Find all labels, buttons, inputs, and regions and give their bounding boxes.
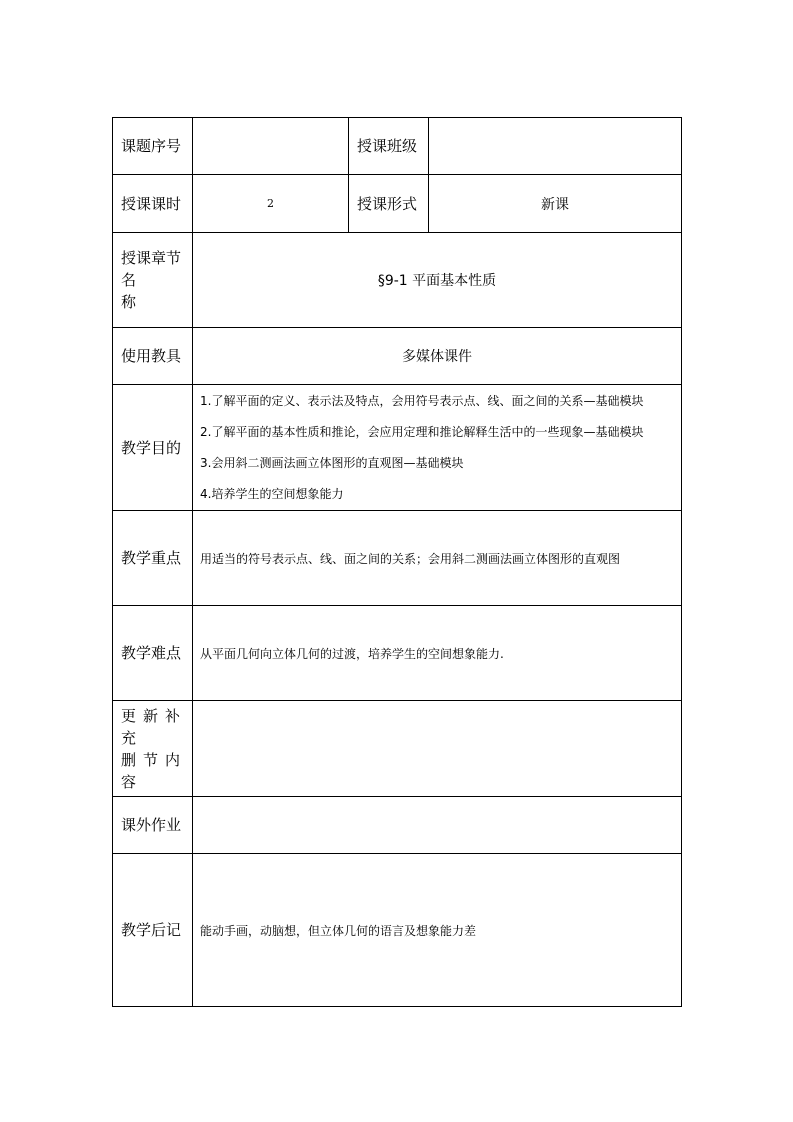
- label-reflection: 教学后记: [113, 854, 193, 1007]
- goal-item-2: 2.了解平面的基本性质和推论，会应用定理和推论解释生活中的一些现象—基础模块: [200, 424, 644, 439]
- value-difficulties[interactable]: 从平面几何向立体几何的过渡，培养学生的空间想象能力.: [193, 606, 682, 701]
- value-lesson-number[interactable]: [193, 118, 349, 175]
- label-difficulties: 教学难点: [113, 606, 193, 701]
- value-homework[interactable]: [193, 797, 682, 854]
- value-periods[interactable]: 2: [193, 175, 349, 233]
- label-chapter-line2: 名 称: [121, 271, 167, 311]
- goal-item-1: 1.了解平面的定义、表示法及特点，会用符号表示点、线、面之间的关系—基础模块: [200, 393, 644, 408]
- row-reflection: [113, 854, 682, 1007]
- goal-item-4: 4.培养学生的空间想象能力: [200, 486, 344, 501]
- label-chapter: [113, 233, 193, 328]
- label-homework: 课外作业: [113, 797, 193, 854]
- label-class: 授课班级: [349, 118, 429, 175]
- label-update-line1: 更新补充: [121, 706, 180, 747]
- row-difficulties: [113, 606, 682, 701]
- label-form: 授课形式: [349, 175, 429, 233]
- goal-item-3: 3.会用斜二测画法画立体图形的直观图—基础模块: [200, 455, 464, 470]
- lesson-plan-table: [112, 117, 682, 1007]
- row-homework: [113, 797, 682, 854]
- label-lesson-number: 课题序号: [113, 118, 193, 175]
- value-update[interactable]: [193, 701, 682, 797]
- value-form[interactable]: 新课: [429, 175, 682, 233]
- row-lesson-number: [113, 118, 682, 175]
- row-periods: [113, 175, 682, 233]
- value-class[interactable]: [429, 118, 682, 175]
- label-update-line2: 删节内容: [121, 750, 180, 791]
- value-goals[interactable]: [193, 385, 682, 511]
- label-goals: 教学目的: [113, 385, 193, 511]
- label-periods: 授课课时: [113, 175, 193, 233]
- value-reflection[interactable]: 能动手画，动脑想，但立体几何的语言及想象能力差: [193, 854, 682, 1007]
- value-tools[interactable]: 多媒体课件: [193, 328, 682, 385]
- label-tools: 使用教具: [113, 328, 193, 385]
- row-chapter: [113, 233, 682, 328]
- label-chapter-line1: 授课章节: [121, 249, 182, 267]
- row-key-points: [113, 511, 682, 606]
- row-update: [113, 701, 682, 797]
- value-chapter[interactable]: §9-1 平面基本性质: [193, 233, 682, 328]
- row-goals: [113, 385, 682, 511]
- row-tools: [113, 328, 682, 385]
- value-key-points[interactable]: 用适当的符号表示点、线、面之间的关系；会用斜二测画法画立体图形的直观图: [193, 511, 682, 606]
- label-update: [113, 701, 193, 797]
- label-key-points: 教学重点: [113, 511, 193, 606]
